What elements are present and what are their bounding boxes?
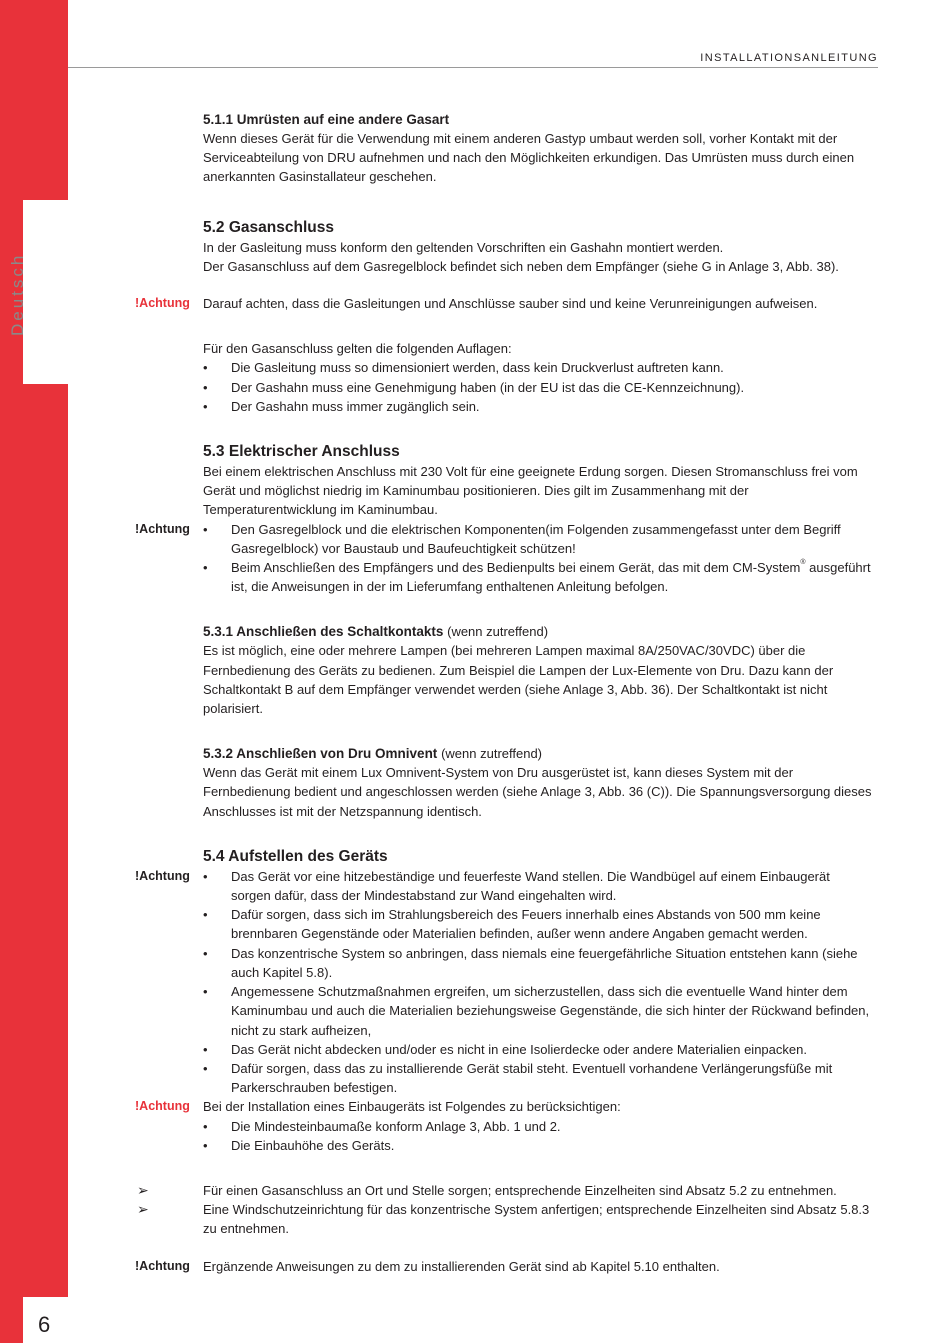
section-5-3 <box>135 442 873 596</box>
arrow-item <box>137 1181 873 1200</box>
section-heading: 5.1.1 Umrüsten auf eine andere Gasart <box>203 112 450 127</box>
list-item: • Der Gashahn muss immer zugänglich sein. <box>203 397 873 416</box>
requirements-list <box>203 358 873 416</box>
warning-block <box>135 1257 873 1276</box>
section-heading: 5.3.1 Anschließen des Schaltkontakts (wenn zutreffend) <box>203 624 549 640</box>
paragraph: Wenn dieses Gerät für die Verwendung mit einem anderen Gastyp umbaut werden soll, vorher Kontakt mit der Serviceabteilung von DRU aufnehmen und nach den Möglichkeiten erkundigen. Das Umrüsten muss durch einen anerkannten Gasinstallateur geschehen. <box>203 131 855 185</box>
page-number: 6 <box>38 1312 51 1337</box>
list-item: • Dafür sorgen, dass das zu installierende Gerät stabil steht. Eventuell vorhandene Verlängerungsfüße mit Parkerschrauben befestigen. <box>203 1059 873 1097</box>
warning-list <box>203 520 873 597</box>
warning-label: !Achtung <box>135 521 190 536</box>
section-5-2 <box>135 218 873 416</box>
warning-block <box>135 867 873 1097</box>
section-heading: 5.3.2 Anschließen von Dru Omnivent (wenn zutreffend) <box>203 746 543 762</box>
paragraph: Bei der Installation eines Einbaugeräts ist Folgendes zu berücksichtigen: <box>203 1099 621 1115</box>
paragraph: Bei einem elektrischen Anschluss mit 230 Volt für eine geeignete Erdung sorgen. Diesen Stromanschluss frei vom Gerät und möglichst niedrig im Kaminumbau positionieren. Dies gilt im Zusammenhang mit der Temperaturentwicklung im Kaminumbau. <box>203 464 858 518</box>
section-5-3-2 <box>203 744 873 821</box>
arrow-bullet-icon: ➢ <box>137 1181 149 1198</box>
builtin-list <box>203 1117 873 1155</box>
running-header: INSTALLATIONSANLEITUNG <box>700 52 878 64</box>
list-item: • Dafür sorgen, dass sich im Strahlungsbereich des Feuers innerhalb eines Abstands von 500 mm keine brennbaren Gegenstände oder Materialien befinden, außer wenn andere Angaben gemacht werden. <box>203 905 873 943</box>
list-item: • Den Gasregelblock und die elektrischen Komponenten(im Folgenden zusammengefasst unter dem Begriff Gasregelblock) vor Baustaub und Baufeuchtigkeit schützen! <box>203 520 873 558</box>
paragraph: Wenn das Gerät mit einem Lux Omnivent-System von Dru ausgerüstet ist, kann dieses System mit der Fernbedienung bedient und angeschlossen werden (siehe Anlage 3, Abb. 36 (C)). Die Spannungsversorgung dieses Anschlusses ist mit der Netzspannung identisch. <box>203 765 872 819</box>
section-heading: 5.4 Aufstellen des Geräts <box>203 847 388 865</box>
paragraph: Eine Windschutzeinrichtung für das konzentrische System anfertigen; entsprechende Einzelheiten sind Absatz 5.8.3 zu entnehmen. <box>203 1202 870 1237</box>
warning-label: !Achtung <box>135 1258 190 1273</box>
language-tab: Deutsch <box>8 252 27 336</box>
list-item: • Die Einbauhöhe des Geräts. <box>203 1136 873 1155</box>
placement-list <box>203 867 873 1097</box>
section-5-3-1 <box>203 622 873 718</box>
warning-label: !Achtung <box>135 868 190 883</box>
red-sidebar-top <box>0 0 68 200</box>
arrow-item <box>137 1200 873 1238</box>
warning-block <box>135 520 873 597</box>
list-item: • Das Gerät nicht abdecken und/oder es nicht in eine Isolierdecke oder andere Materialien einpacken. <box>203 1040 873 1059</box>
header-divider <box>68 67 878 68</box>
list-item: • Beim Anschließen des Empfängers und des Bedienpults bei einem Gerät, das mit dem CM-System® ausgeführt ist, die Anweisungen in der im Lieferumfang enthaltenen Anleitung befolgen. <box>203 558 873 596</box>
section-heading: 5.2 Gasanschluss <box>203 218 334 236</box>
section-heading: 5.3 Elektrischer Anschluss <box>203 443 400 461</box>
section-5-4 <box>135 847 873 1276</box>
warning-text: Darauf achten, dass die Gasleitungen und Anschlüsse sauber sind und keine Verunreinigungen aufweisen. <box>203 296 818 312</box>
list-item: • Die Mindesteinbaumaße konform Anlage 3, Abb. 1 und 2. <box>203 1117 873 1136</box>
paragraph: Der Gasanschluss auf dem Gasregelblock befindet sich neben dem Empfänger (siehe G in Anlage 3, Abb. 38). <box>203 258 839 274</box>
list-item: • Der Gashahn muss eine Genehmigung haben (in der EU ist das die CE-Kennzeichnung). <box>203 378 873 397</box>
paragraph: Für einen Gasanschluss an Ort und Stelle sorgen; entsprechende Einzelheiten sind Absatz 5.2 zu entnehmen. <box>203 1182 837 1198</box>
arrow-bullet-icon: ➢ <box>137 1201 149 1218</box>
red-sidebar-bottom <box>0 384 68 1343</box>
warning-label: !Achtung <box>135 1099 190 1114</box>
paragraph: Für den Gasanschluss gelten die folgenden Auflagen: <box>203 341 512 357</box>
list-item: • Das Gerät vor eine hitzebeständige und feuerfeste Wand stellen. Die Wandbügel auf einem Einbaugerät sorgen dafür, dass der Mindestabstand zur Wand eingehalten wird. <box>203 867 873 905</box>
list-item: • Das konzentrische System so anbringen, dass niemals eine feuergefährliche Situation entstehen kann (siehe auch Kapitel 5.8). <box>203 944 873 982</box>
list-item: • Die Gasleitung muss so dimensioniert werden, dass kein Druckverlust auftreten kann. <box>203 358 873 377</box>
list-item: • Angemessene Schutzmaßnahmen ergreifen, um sicherzustellen, dass sich die eventuelle Wand hinter dem Kaminumbau und auch die Materialien beziehungsweise Gegenstände, die sich hinter der Rückwand befinden, nicht zu stark aufheizen, <box>203 982 873 1040</box>
paragraph: Ergänzende Anweisungen zu dem zu installierenden Gerät sind ab Kapitel 5.10 enthalten. <box>203 1258 720 1274</box>
paragraph: In der Gasleitung muss konform den geltenden Vorschriften ein Gashahn montiert werden. <box>203 239 724 255</box>
warning-block <box>135 294 873 313</box>
warning-block <box>135 1097 873 1116</box>
warning-label: !Achtung <box>135 296 190 311</box>
document-body <box>135 110 873 1276</box>
paragraph: Es ist möglich, eine oder mehrere Lampen (bei mehreren Lampen maximal 8A/250VAC/30VDC) über die Fernbedienung des Geräts zu bedienen. Zum Beispiel die Lampen der Lux-Elemente von Dru. Dazu kann der Schaltkontakt B auf dem Empfänger verwendet werden (siehe Anlage 3, Abb. 36). Der Schaltkontakt ist nicht polarisiert. <box>203 643 834 717</box>
section-5-1-1 <box>203 110 873 187</box>
